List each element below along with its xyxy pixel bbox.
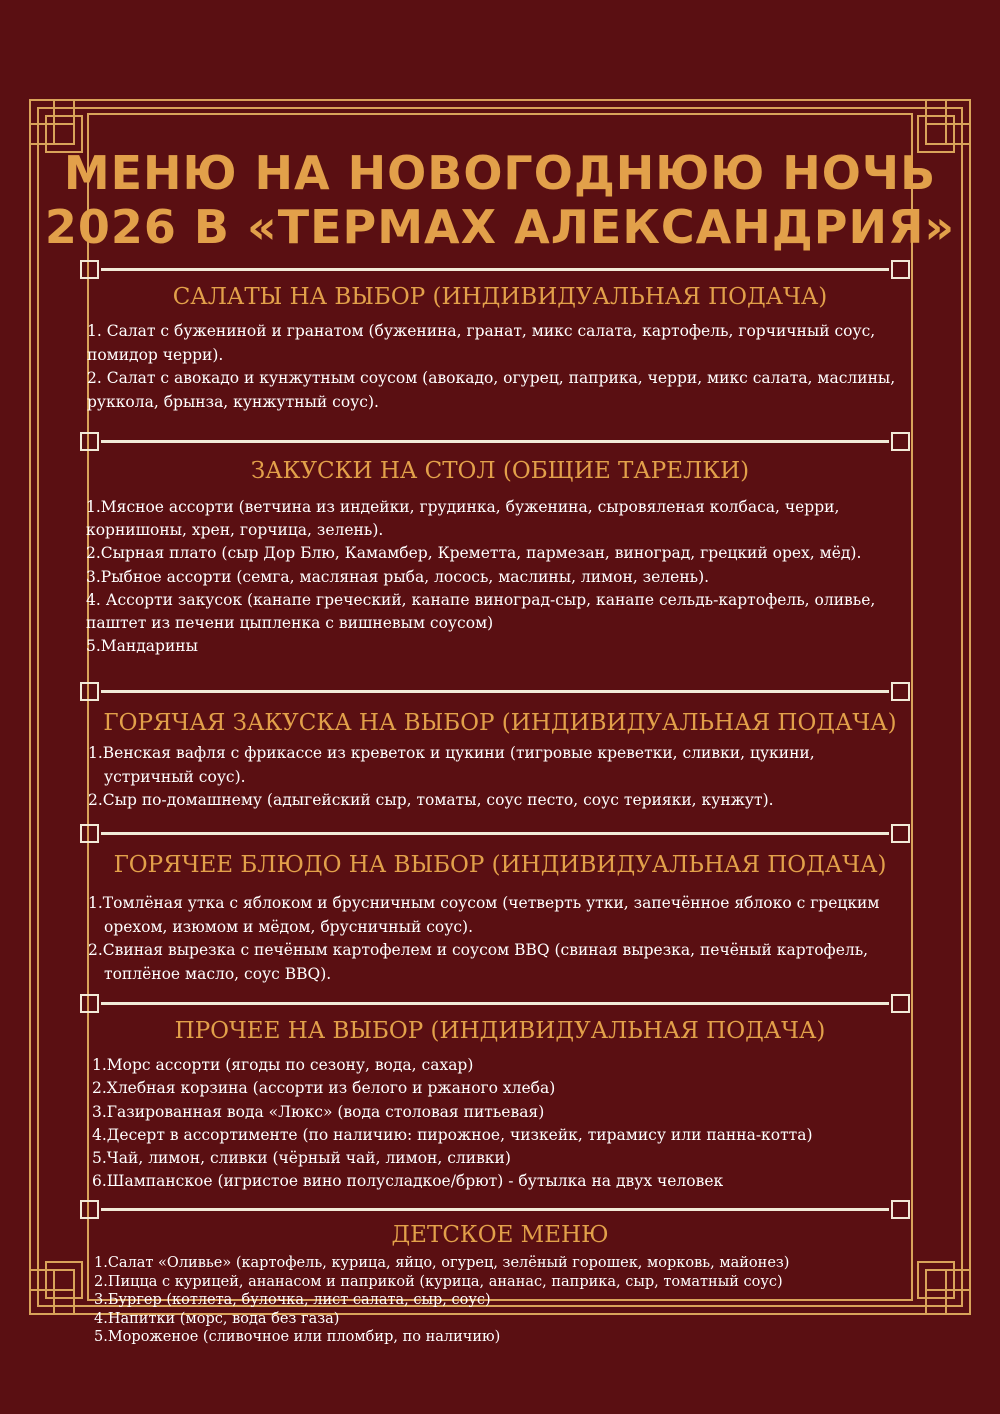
- list-item: 2. Салат с авокадо и кунжутным соусом (авокадо, огурец, паприка, черри, микс салата, маслины, руккола, брынза, кунжутный соус).: [87, 369, 896, 411]
- list-item: 3.Бургер (котлета, булочка, лист салата, сыр, соус): [94, 1292, 491, 1308]
- list-item: 1.Венская вафля с фрикассе из креветок и цукини (тигровые креветки, сливки, цукини, устричный соус).: [88, 744, 815, 786]
- section-list-salads: [87, 320, 927, 414]
- list-item: 1.Салат «Оливье» (картофель, курица, яйцо, огурец, зелёный горошек, морковь, майонез): [94, 1255, 790, 1271]
- list-item: 2.Пицца с курицей, ананасом и паприкой (курица, ананас, паприка, сыр, томатный соус): [94, 1273, 783, 1290]
- section-divider: [80, 994, 910, 1018]
- section-heading-hot-appetizer: ГОРЯЧАЯ ЗАКУСКА НА ВЫБОР (ИНДИВИДУАЛЬНАЯ ПОДАЧА): [103, 710, 897, 736]
- section-divider: [80, 682, 910, 706]
- section-list-hot-appetizer: [88, 742, 908, 813]
- page-title-line-2: 2026 В «ТЕРМАХ АЛЕКСАНДРИЯ»: [44, 200, 956, 254]
- list-item: 5.Мороженое (сливочное или пломбир, по наличию): [94, 1329, 501, 1345]
- page-title-line-1: МЕНЮ НА НОВОГОДНЮЮ НОЧЬ: [63, 146, 937, 200]
- section-heading-other: ПРОЧЕЕ НА ВЫБОР (ИНДИВИДУАЛЬНАЯ ПОДАЧА): [174, 1018, 826, 1044]
- list-item: 4.Напитки (морс, вода без газа): [94, 1310, 340, 1327]
- list-item: 1.Томлёная утка с яблоком и брусничным соусом (четверть утки, запечённое яблоко с грецким орехом, изюмом и мёдом, брусничный соус).: [88, 894, 880, 936]
- list-item: 4.Десерт в ассортименте (по наличию: пирожное, чизкейк, тирамису или панна-котта): [92, 1125, 813, 1144]
- list-item: 1.Морс ассорти (ягоды по сезону, вода, сахар): [92, 1056, 474, 1074]
- list-item: 2.Сыр по-домашнему (адыгейский сыр, томаты, соус песто, соус терияки, кунжут).: [88, 791, 774, 809]
- section-heading-appetizers: ЗАКУСКИ НА СТОЛ (ОБЩИЕ ТАРЕЛКИ): [250, 458, 750, 484]
- section-heading-kids-menu: ДЕТСКОЕ МЕНЮ: [391, 1222, 609, 1248]
- list-item: 3.Газированная вода «Люкс» (вода столовая питьевая): [92, 1102, 545, 1121]
- list-item: 3.Рыбное ассорти (семга, масляная рыба, лосось, маслины, лимон, зелень).: [86, 567, 710, 586]
- section-list-main-course: [88, 892, 908, 986]
- list-item: 6.Шампанское (игристое вино полусладкое/брют) - бутылка на двух человек: [92, 1172, 724, 1191]
- section-divider: [80, 824, 910, 848]
- list-item: 5.Чай, лимон, сливки (чёрный чай, лимон, сливки): [92, 1149, 511, 1168]
- section-divider: [80, 432, 910, 456]
- list-item: 1. Салат с бужениной и гранатом (буженина, гранат, микс салата, картофель, горчичный соус, помидор черри).: [87, 322, 876, 364]
- section-heading-main-course: ГОРЯЧЕЕ БЛЮДО НА ВЫБОР (ИНДИВИДУАЛЬНАЯ ПОДАЧА): [113, 852, 887, 878]
- list-item: 4. Ассорти закусок (канапе греческий, канапе виноград-сыр, канапе сельдь-картофель, оливье, паштет из печени цыпленка с вишневым соусом): [86, 590, 876, 633]
- list-item: 1.Мясное ассорти (ветчина из индейки, грудинка, буженина, сыровяленая колбаса, черри, корнишоны, хрен, горчица, зелень).: [86, 498, 840, 540]
- page-title: [0, 146, 1000, 254]
- section-list-other: [92, 1054, 932, 1194]
- section-list-kids-menu: [94, 1254, 934, 1347]
- section-list-appetizers: [86, 496, 926, 658]
- list-item: 2.Сырная плато (сыр Дор Блю, Камамбер, Креметта, пармезан, виноград, грецкий орех, мёд).: [86, 544, 862, 563]
- section-divider: [80, 260, 910, 284]
- list-item: 2.Свиная вырезка с печёным картофелем и соусом BBQ (свиная вырезка, печёный картофель, топлёное масло, соус BBQ).: [88, 941, 869, 983]
- list-item: 5.Мандарины: [86, 637, 198, 656]
- list-item: 2.Хлебная корзина (ассорти из белого и ржаного хлеба): [92, 1079, 556, 1098]
- section-heading-salads: САЛАТЫ НА ВЫБОР (ИНДИВИДУАЛЬНАЯ ПОДАЧА): [172, 284, 828, 310]
